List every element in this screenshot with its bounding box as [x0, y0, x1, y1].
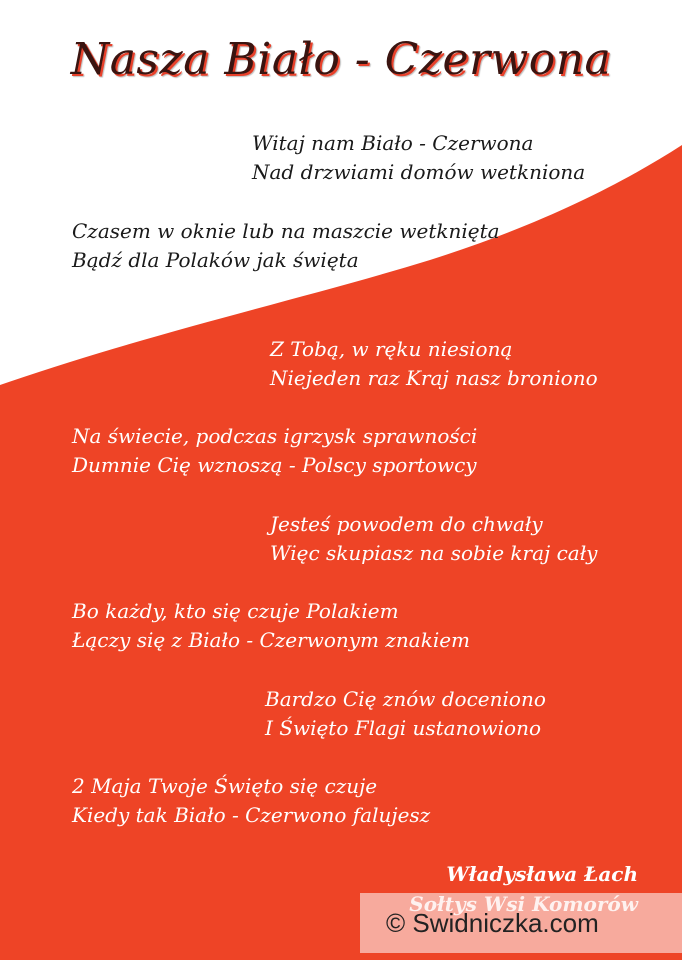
author-name: Władysława Łach: [446, 862, 638, 886]
stanza-5: [270, 510, 597, 568]
stanza-8: [72, 772, 430, 830]
stanza-line: 2 Maja Twoje Święto się czuje: [72, 774, 378, 798]
stanza-line: Czasem w oknie lub na maszcie wetknięta: [72, 219, 500, 243]
stanza-3: [270, 335, 598, 393]
stanza-line: Bo każdy, kto się czuje Polakiem: [72, 599, 399, 623]
stanza-line: Z Tobą, w ręku niesioną: [270, 337, 513, 361]
watermark-text: © Swidniczka.com: [386, 907, 599, 938]
stanza-line: Jesteś powodem do chwały: [270, 512, 543, 536]
poem-title: Nasza Biało - Czerwona: [70, 34, 612, 85]
stanza-line: Bardzo Cię znów doceniono: [265, 687, 546, 711]
stanza-line: Łączy się z Biało - Czerwonym znakiem: [72, 628, 471, 652]
stanza-line: Niejeden raz Kraj nasz broniono: [270, 366, 598, 390]
stanza-line: Witaj nam Biało - Czerwona: [252, 131, 534, 155]
stanza-4: [72, 422, 477, 480]
stanza-line: Bądź dla Polaków jak święta: [72, 248, 359, 272]
stanza-7: [265, 685, 546, 743]
stanza-line: Nad drzwiami domów wetkniona: [252, 160, 586, 184]
stanza-line: Dumnie Cię wznoszą - Polscy sportowcy: [72, 453, 477, 477]
stanza-line: Więc skupiasz na sobie kraj cały: [270, 541, 598, 565]
stanza-1: [252, 129, 585, 187]
watermark: [360, 893, 682, 953]
stanza-line: Kiedy tak Biało - Czerwono falujesz: [72, 803, 431, 827]
stanza-2: [72, 217, 500, 275]
stanza-6: [72, 597, 470, 655]
stanza-line: Na świecie, podczas igrzysk sprawności: [72, 424, 478, 448]
stanza-line: I Święto Flagi ustanowiono: [265, 716, 542, 740]
